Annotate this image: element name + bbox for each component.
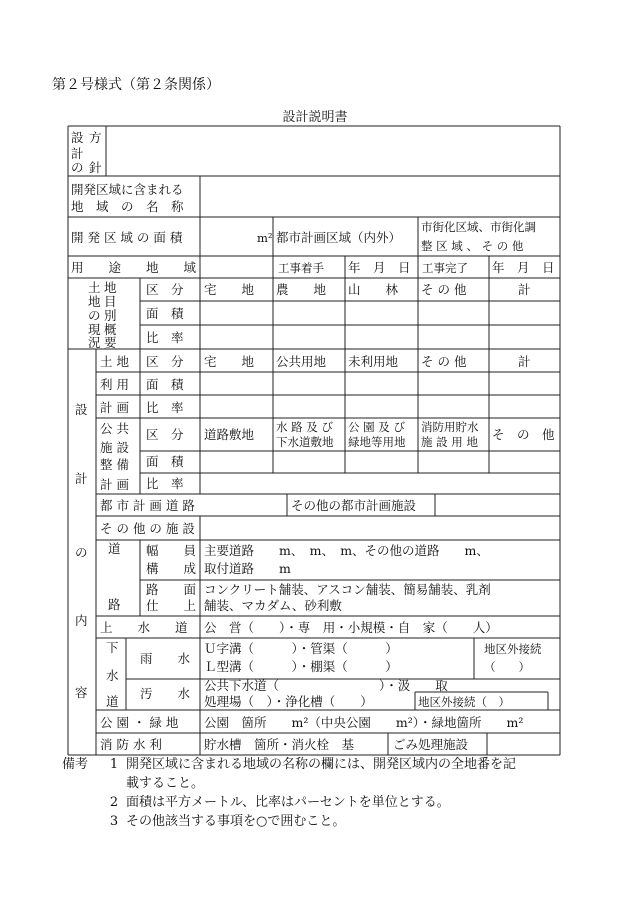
nouchi-label: 農 地: [276, 282, 327, 297]
public-plan-label: 計 画: [100, 477, 129, 492]
water-land-label: 水 路 及 び: [276, 420, 333, 434]
policy-label: 針: [89, 160, 102, 175]
road-side: 路: [108, 597, 121, 612]
sewer-side: 道: [106, 694, 119, 709]
current-side: 地: [104, 280, 117, 295]
design-side: 内: [75, 613, 88, 628]
area-size-label: 開 発 区 域 の 面 積: [71, 230, 183, 245]
note-number: 3: [109, 814, 119, 829]
main-road-value: 主要道路 m、 m、 m、その他の道路 m、: [204, 543, 489, 558]
land-use-label: 土 地: [100, 354, 129, 369]
current-side: 目: [104, 294, 117, 309]
notes-label: 備考: [62, 757, 89, 772]
design-side: 容: [75, 685, 88, 700]
current-side: 要: [104, 335, 117, 350]
policy-label: の: [71, 160, 84, 175]
waste-value: 処理場（ ）・浄化槽（ ）: [204, 694, 373, 709]
pavement-value: 舗装、マカダム、砂利敷: [204, 598, 342, 613]
design-side: の: [75, 545, 88, 560]
sonota-label: そ の 他: [492, 427, 555, 442]
policy-label: 方: [89, 130, 102, 145]
fire-land-label: 消防用貯水: [421, 420, 479, 434]
waste-label: 汚 水: [140, 686, 191, 701]
rain-value: Ｌ型溝（ ）・棚渠（ ）: [204, 659, 398, 674]
design-side: 設: [75, 402, 88, 417]
sonota-label: そ の 他: [421, 354, 467, 369]
sewer-side: 下: [106, 640, 119, 655]
note-text: 面積は平方メートル、比率はパーセントを単位とする。: [126, 795, 450, 810]
fire-water-value: 貯水槽 箇所・消火栓 基: [204, 737, 355, 752]
done-date: 年 月 日: [492, 260, 555, 275]
kubun-label: 区 分: [146, 282, 184, 297]
outside-connect-value: （ ）: [484, 660, 530, 674]
waste-value: 公共下水道（ ）・汲 取: [204, 678, 448, 693]
rain-value: Ｕ字溝（ ）・管渠（ ）: [204, 641, 398, 656]
policy-label: 設: [71, 130, 84, 145]
current-side: 概: [104, 322, 117, 337]
urban-label: 整 区 域 、 そ の 他: [421, 239, 524, 253]
form-number: 第２号様式（第２条関係）: [52, 77, 220, 93]
done-label: 工事完了: [422, 261, 468, 275]
kubun-label: 区 分: [146, 354, 184, 369]
surface-label: 路 面: [146, 582, 197, 597]
document-title: 設計説明書: [282, 110, 348, 125]
area-names-label: 開発区域に含まれる: [71, 182, 184, 197]
road-side: 道: [108, 541, 121, 556]
design-side: 計: [75, 471, 88, 486]
start-date: 年 月 日: [348, 260, 411, 275]
use-area-label: 用 途 地 域: [71, 260, 197, 275]
note-number: 1: [109, 757, 119, 772]
park-land-label: 緑地等用地: [348, 435, 406, 449]
fire-land-label: 施 設 用 地: [421, 435, 478, 449]
area-names-label: 地 域 の 名 称: [71, 199, 184, 214]
public-plan-label: 施 設: [100, 440, 129, 455]
other-facility-label: そ の 他 の 施 設: [100, 521, 195, 536]
urban-label: 市街化区域、市街化調: [421, 220, 536, 234]
water-land-label: 下水道敷地: [276, 435, 334, 449]
water-supply-label: 上 水 道: [100, 620, 188, 635]
city-road-label: 都 市 計 画 道 路: [100, 498, 195, 513]
start-label: 工事着手: [278, 261, 324, 275]
fire-water-label: 消 防 水 利: [100, 737, 162, 752]
current-side: 況: [88, 335, 101, 350]
hiritsu-label: 比 率: [146, 330, 184, 345]
pavement-value: コンクリート舗装、アスコン舗装、簡易舗装、乳剤: [204, 582, 491, 597]
land-use-label: 利 用: [100, 377, 129, 392]
public-plan-label: 公 共: [100, 421, 129, 436]
miriyou-label: 未利用地: [348, 354, 399, 369]
current-side: 土: [88, 280, 101, 295]
kei-label: 計: [518, 282, 531, 297]
menseki-label: 面 積: [146, 454, 184, 469]
takuchi-label: 宅 地: [204, 354, 255, 369]
note-text: その他該当する事項を○で囲むこと。: [126, 814, 346, 829]
other-city-label: その他の都市計画施設: [291, 498, 417, 513]
kei-label: 計: [518, 354, 531, 369]
rain-label: 雨 水: [140, 651, 191, 666]
note-text: 開発区域に含まれる地域の名称の欄には、開発区域内の全地番を記: [126, 757, 517, 772]
kokyo-label: 公共用地: [276, 354, 327, 369]
current-side: の: [88, 308, 101, 323]
note-text: 載すること。: [126, 776, 205, 791]
current-side: 現: [88, 322, 101, 337]
width-label: 幅 員: [146, 543, 197, 558]
menseki-label: 面 積: [146, 377, 184, 392]
city-plan-label: 都市計画区域（内外）: [276, 230, 402, 245]
land-use-label: 計 画: [100, 400, 129, 415]
park-green-value: 公園 箇所 m²（中央公園 m²）・緑地箇所 m²: [204, 715, 524, 730]
outside-connect-label: 地区外接続: [484, 642, 542, 656]
park-land-label: 公 園 及 び: [348, 420, 405, 434]
road-land-label: 道路敷地: [204, 427, 255, 442]
garbage-label: ごみ処理施設: [393, 737, 469, 752]
public-plan-label: 整 備: [100, 457, 129, 472]
kubun-label: 区 分: [146, 427, 184, 442]
policy-label: 計: [71, 146, 84, 161]
takuchi-label: 宅 地: [204, 282, 255, 297]
width-label: 構 成: [146, 561, 197, 576]
park-green-label: 公 園 ・ 緑 地: [100, 715, 179, 730]
hiritsu-label: 比 率: [146, 476, 184, 491]
surface-label: 仕 上: [146, 598, 197, 613]
sewer-side: 水: [106, 668, 119, 683]
sanrin-label: 山 林: [348, 282, 399, 297]
hiritsu-label: 比 率: [146, 400, 184, 415]
water-supply-value: 公 営（ ）・専 用・小規模・自 家（ 人）: [204, 620, 498, 635]
sonota-label: そ の 他: [421, 282, 467, 297]
notes: [62, 755, 582, 831]
current-side: 別: [104, 308, 117, 323]
menseki-label: 面 積: [146, 306, 184, 321]
note-number: 2: [109, 795, 119, 810]
current-side: 地: [88, 294, 101, 309]
waste-outside-connect: 地区外接続（ ）: [418, 695, 510, 709]
sqm-unit: m²: [257, 231, 273, 245]
access-road-value: 取付道路 m: [204, 561, 291, 576]
